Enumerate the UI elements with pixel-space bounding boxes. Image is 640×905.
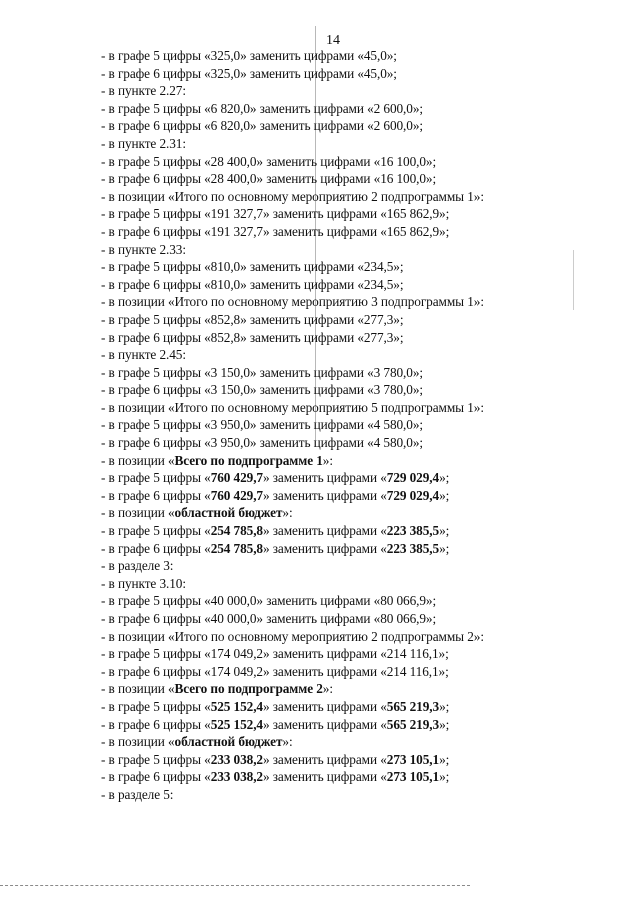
amendment-text: - в графе 6 цифры «810,0» заменить цифрами «234,5»; — [101, 276, 404, 292]
amendment-line — [101, 82, 581, 100]
amendment-text: - в графе 6 цифры «6 820,0» заменить цифрами «2 600,0»; — [101, 118, 423, 134]
amendment-text: - в графе 5 цифры «40 000,0» заменить цифрами «80 066,9»; — [101, 593, 437, 609]
amendment-line — [101, 698, 581, 716]
amendment-text: - в графе 5 цифры « — [101, 523, 211, 539]
amendment-text: »; — [439, 698, 450, 714]
amendment-line — [101, 663, 581, 681]
amendment-line — [101, 716, 581, 734]
amendment-bold-text: 525 152,4 — [210, 716, 263, 732]
amendment-text: - в графе 6 цифры «174 049,2» заменить цифрами «214 116,1»; — [101, 663, 449, 679]
amendment-bold-text: 565 219,3 — [386, 716, 440, 732]
amendment-text: » заменить цифрами « — [262, 751, 387, 767]
amendment-text: » заменить цифрами « — [262, 470, 387, 486]
amendment-line — [101, 487, 581, 505]
amendment-text: »; — [439, 540, 450, 556]
amendment-text: - в графе 6 цифры «3 150,0» заменить цифрами «3 780,0»; — [101, 382, 423, 398]
amendment-line — [101, 170, 581, 188]
amendment-bold-text: 254 785,8 — [210, 523, 263, 539]
amendment-line — [101, 469, 581, 487]
amendment-line — [101, 346, 581, 364]
amendment-line — [101, 751, 581, 769]
amendment-line — [101, 258, 581, 276]
amendment-text: - в позиции « — [101, 734, 175, 750]
amendment-bold-text: 729 029,4 — [386, 470, 440, 486]
amendment-text: - в графе 5 цифры «174 049,2» заменить цифрами «214 116,1»; — [101, 646, 449, 662]
amendment-text: » заменить цифрами « — [262, 716, 387, 732]
amendment-text: » заменить цифрами « — [262, 487, 387, 503]
amendment-text: - в графе 5 цифры «3 150,0» заменить цифрами «3 780,0»; — [101, 364, 423, 380]
amendment-text: - в графе 6 цифры «40 000,0» заменить цифрами «80 066,9»; — [101, 611, 437, 626]
amendment-text: - в графе 5 цифры «3 950,0» заменить цифрами «4 580,0»; — [101, 417, 423, 433]
amendment-text: - в позиции «Итого по основному мероприятию 3 подпрограммы 1»: — [101, 294, 484, 310]
amendment-text: »; — [439, 523, 450, 539]
amendment-line — [101, 153, 581, 171]
amendment-text: - в позиции «Итого по основному мероприятию 2 подпрограммы 2»: — [101, 628, 484, 644]
amendment-text: »: — [322, 681, 333, 697]
amendment-line — [101, 592, 581, 610]
amendment-text: »; — [439, 716, 450, 732]
amendment-bold-text: областной бюджет — [174, 734, 283, 750]
amendment-text: - в пункте 2.31: — [101, 135, 186, 151]
amendment-line — [101, 399, 581, 417]
amendment-line — [101, 241, 581, 259]
amendment-line — [101, 645, 581, 663]
amendment-bold-text: Всего по подпрограмме 2 — [174, 681, 323, 697]
amendment-text: - в графе 5 цифры «28 400,0» заменить цифрами «16 100,0»; — [101, 153, 437, 169]
amendment-text: » заменить цифрами « — [262, 523, 387, 539]
amendment-text: - в позиции « — [101, 452, 175, 468]
amendment-text: - в графе 6 цифры « — [101, 487, 211, 503]
amendment-line — [101, 540, 581, 558]
amendment-text: - в графе 5 цифры «810,0» заменить цифрами «234,5»; — [101, 259, 404, 275]
amendment-text: - в позиции « — [101, 505, 175, 521]
amendment-line — [101, 100, 581, 118]
amendment-text: - в графе 6 цифры «28 400,0» заменить цифрами «16 100,0»; — [101, 171, 437, 187]
amendment-text: »: — [282, 505, 293, 521]
amendment-bold-text: 223 385,5 — [386, 540, 440, 556]
amendment-text: - в графе 5 цифры « — [101, 470, 211, 486]
amendment-text: »: — [322, 452, 333, 468]
amendment-text: - в позиции «Итого по основному мероприятию 2 подпрограммы 1»: — [101, 188, 484, 204]
amendment-line — [101, 47, 581, 65]
amendment-bold-text: 223 385,5 — [386, 523, 440, 539]
amendment-text: » заменить цифрами « — [262, 540, 387, 556]
amendment-bold-text: 233 038,2 — [210, 751, 263, 767]
page-number: 14 — [326, 33, 340, 48]
footer-rule — [0, 885, 470, 886]
amendment-line — [101, 628, 581, 646]
amendment-bold-text: областной бюджет — [174, 505, 283, 521]
amendment-bold-text: 273 105,1 — [386, 769, 440, 785]
amendment-line — [101, 768, 581, 786]
amendment-line — [101, 311, 581, 329]
amendment-line — [101, 293, 581, 311]
amendment-line — [101, 188, 581, 206]
amendment-text: - в графе 6 цифры « — [101, 769, 211, 785]
amendment-bold-text: 525 152,4 — [210, 698, 263, 714]
amendment-line — [101, 786, 581, 804]
amendment-line — [101, 522, 581, 540]
amendment-text: - в графе 5 цифры «191 327,7» заменить цифрами «165 862,9»; — [101, 206, 450, 222]
amendment-text: - в пункте 2.45: — [101, 347, 186, 363]
amendment-line — [101, 223, 581, 241]
amendment-line — [101, 575, 581, 593]
amendment-bold-text: 565 219,3 — [386, 698, 440, 714]
amendment-line — [101, 329, 581, 347]
amendment-line — [101, 65, 581, 83]
amendment-text: - в графе 5 цифры «6 820,0» заменить цифрами «2 600,0»; — [101, 100, 423, 116]
amendment-line — [101, 381, 581, 399]
amendment-bold-text: 760 429,7 — [210, 487, 263, 503]
amendment-text: » заменить цифрами « — [262, 769, 387, 785]
amendment-list — [101, 47, 581, 804]
amendment-text: - в графе 6 цифры « — [101, 540, 211, 556]
amendment-text: - в графе 5 цифры «325,0» заменить цифрами «45,0»; — [101, 48, 397, 63]
amendment-text: - в разделе 3: — [101, 558, 174, 574]
amendment-text: - в пункте 3.10: — [101, 575, 186, 591]
amendment-text: - в разделе 5: — [101, 786, 174, 802]
amendment-bold-text: 729 029,4 — [386, 487, 440, 503]
amendment-line — [101, 504, 581, 522]
amendment-bold-text: 254 785,8 — [210, 540, 263, 556]
scan-artifact — [573, 250, 574, 310]
amendment-line — [101, 364, 581, 382]
amendment-text: - в графе 6 цифры «3 950,0» заменить цифрами «4 580,0»; — [101, 435, 423, 451]
amendment-text: »; — [439, 769, 450, 785]
amendment-line — [101, 680, 581, 698]
amendment-text: - в позиции «Итого по основному мероприятию 5 подпрограммы 1»: — [101, 399, 484, 415]
amendment-line — [101, 434, 581, 452]
amendment-line — [101, 117, 581, 135]
amendment-bold-text: 760 429,7 — [210, 470, 263, 486]
amendment-text: »; — [439, 470, 450, 486]
amendment-text: - в графе 6 цифры « — [101, 716, 211, 732]
amendment-text: - в графе 6 цифры «191 327,7» заменить цифрами «165 862,9»; — [101, 223, 450, 239]
amendment-line — [101, 733, 581, 751]
amendment-text: » заменить цифрами « — [262, 698, 387, 714]
amendment-line — [101, 205, 581, 223]
amendment-bold-text: Всего по подпрограмме 1 — [174, 452, 323, 468]
amendment-text: - в графе 6 цифры «325,0» заменить цифрами «45,0»; — [101, 65, 397, 81]
amendment-text: - в графе 6 цифры «852,8» заменить цифрами «277,3»; — [101, 329, 404, 345]
amendment-line — [101, 452, 581, 470]
amendment-text: »: — [282, 734, 293, 750]
amendment-line — [101, 276, 581, 294]
amendment-text: - в графе 5 цифры « — [101, 698, 211, 714]
amendment-line — [101, 610, 581, 628]
amendment-text: »; — [439, 751, 450, 767]
amendment-line — [101, 135, 581, 153]
amendment-text: - в графе 5 цифры «852,8» заменить цифрами «277,3»; — [101, 311, 404, 327]
amendment-bold-text: 273 105,1 — [386, 751, 440, 767]
amendment-line — [101, 557, 581, 575]
amendment-text: - в пункте 2.27: — [101, 83, 186, 99]
amendment-text: »; — [439, 487, 450, 503]
amendment-bold-text: 233 038,2 — [210, 769, 263, 785]
amendment-line — [101, 416, 581, 434]
amendment-text: - в графе 5 цифры « — [101, 751, 211, 767]
amendment-text: - в пункте 2.33: — [101, 241, 186, 257]
amendment-text: - в позиции « — [101, 681, 175, 697]
